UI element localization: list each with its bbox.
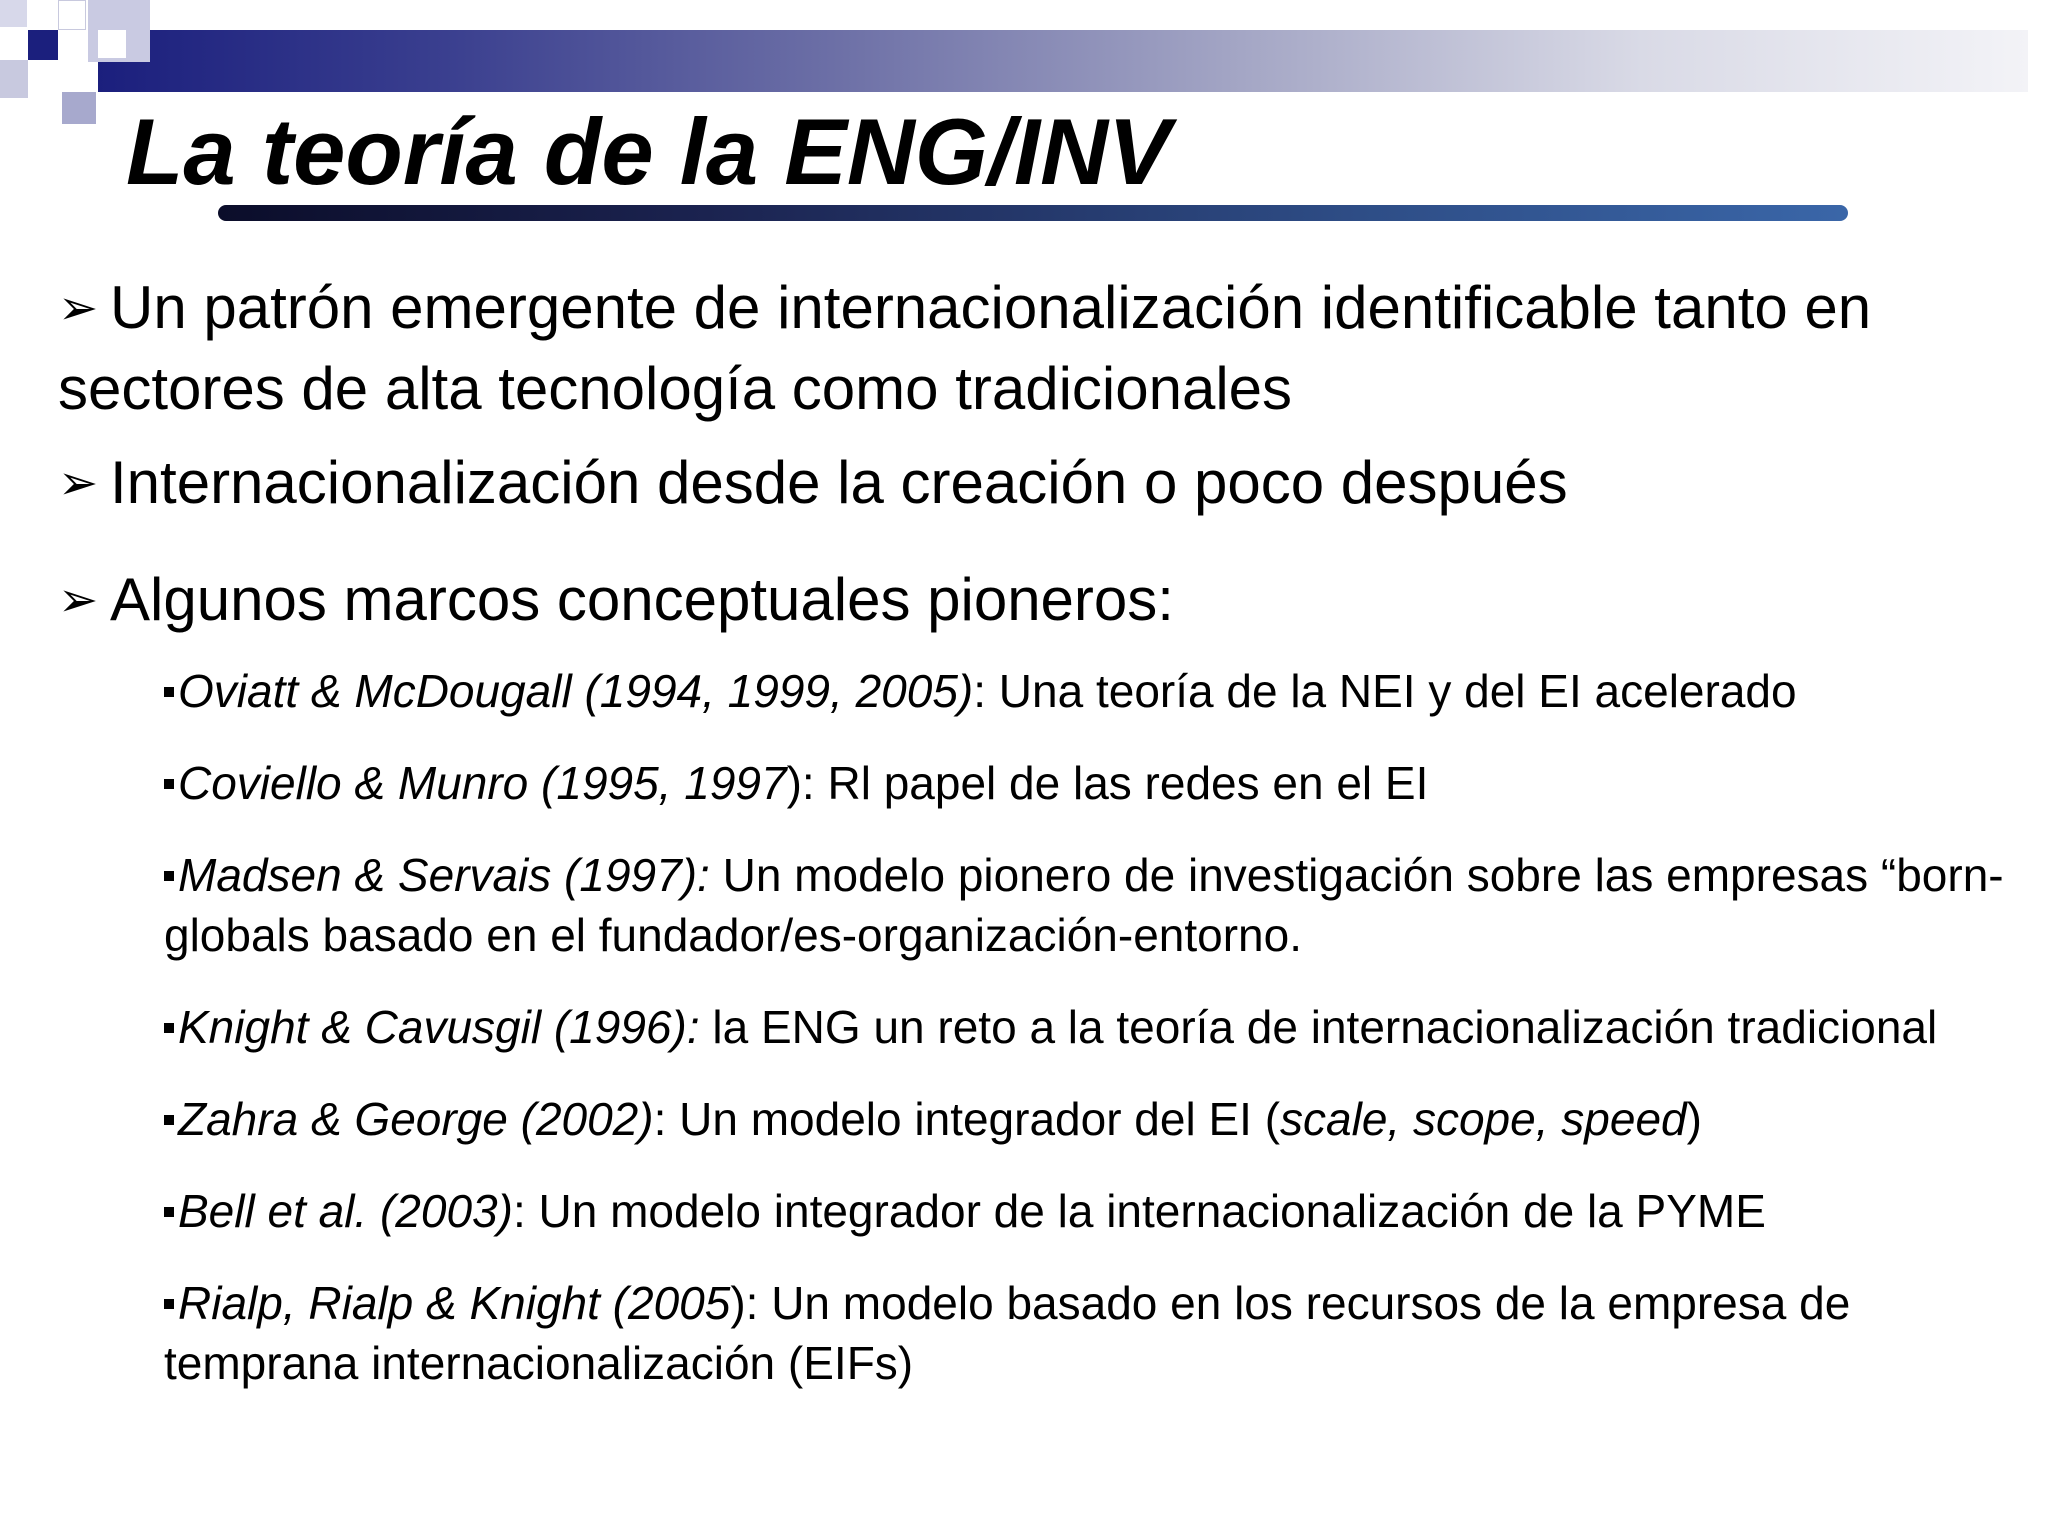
reference-close-paren: ) xyxy=(1686,1093,1702,1145)
square-bullet-icon xyxy=(164,1115,174,1125)
reference-item xyxy=(164,661,2024,721)
bullet-text: Algunos marcos conceptuales pioneros: xyxy=(110,566,1174,633)
reference-item xyxy=(164,845,2024,965)
arrowhead-bullet-icon: ➢ xyxy=(58,282,99,335)
reference-text: Un modelo pionero de investigación sobre las empresas “born-globals basado en el fundador/es-organización-entorno. xyxy=(164,849,2004,961)
reference-citation: Madsen & Servais (1997): xyxy=(178,849,710,901)
reference-item xyxy=(164,753,2024,813)
reference-text: ): Rl papel de las redes en el EI xyxy=(786,757,1429,809)
reference-citation: Zahra & George (2002) xyxy=(178,1093,654,1145)
reference-citation: Knight & Cavusgil (1996): xyxy=(178,1001,700,1053)
slide-content xyxy=(58,268,2018,1425)
header-decor-square xyxy=(98,30,126,58)
reference-item xyxy=(164,1273,2024,1393)
bullet-item xyxy=(58,268,2018,429)
slide-title: La teoría de la ENG/INV xyxy=(126,99,1171,204)
header-decor-square xyxy=(0,60,28,98)
bullet-text: Un patrón emergente de internacionalización identificable tanto en sectores de alta tecnología como tradicionales xyxy=(58,274,1872,422)
bullet-item xyxy=(58,443,2018,524)
reference-text: : Una teoría de la NEI y del EI acelerado xyxy=(973,665,1797,717)
bullet-text: Internacionalización desde la creación o poco después xyxy=(110,449,1568,516)
arrowhead-bullet-icon: ➢ xyxy=(58,574,99,627)
square-bullet-icon xyxy=(164,871,174,881)
square-bullet-icon xyxy=(164,687,174,697)
reference-italic-terms: scale, scope, speed xyxy=(1280,1093,1687,1145)
reference-text: : Un modelo integrador del EI ( xyxy=(653,1093,1281,1145)
reference-citation: Coviello & Munro (1995, 1997 xyxy=(178,757,787,809)
square-bullet-icon xyxy=(164,1207,174,1217)
square-bullet-icon xyxy=(164,1299,174,1309)
header-decor-square xyxy=(58,0,86,30)
reference-item xyxy=(164,1089,2024,1149)
reference-item xyxy=(164,1181,2024,1241)
reference-list xyxy=(164,661,2024,1393)
header-decor-square xyxy=(0,0,27,27)
header-gradient-bar xyxy=(98,30,2028,92)
title-underline xyxy=(218,205,1848,221)
reference-citation: Bell et al. (2003) xyxy=(178,1185,513,1237)
reference-item xyxy=(164,997,2024,1057)
arrowhead-bullet-icon: ➢ xyxy=(58,457,99,510)
reference-text: la ENG un reto a la teoría de internacionalización tradicional xyxy=(699,1001,1938,1053)
reference-citation: Oviatt & McDougall (1994, 1999, 2005) xyxy=(178,665,974,717)
square-bullet-icon xyxy=(164,779,174,789)
square-bullet-icon xyxy=(164,1023,174,1033)
reference-text: ): Un modelo basado en los recursos de la empresa de temprana internacionalización (EIFs) xyxy=(164,1277,1851,1389)
header-decor-square xyxy=(62,92,96,124)
reference-text: : Un modelo integrador de la internacionalización de la PYME xyxy=(512,1185,1766,1237)
bullet-item xyxy=(58,560,2018,641)
header-decor-square xyxy=(28,30,58,60)
reference-citation: Rialp, Rialp & Knight (2005 xyxy=(178,1277,731,1329)
